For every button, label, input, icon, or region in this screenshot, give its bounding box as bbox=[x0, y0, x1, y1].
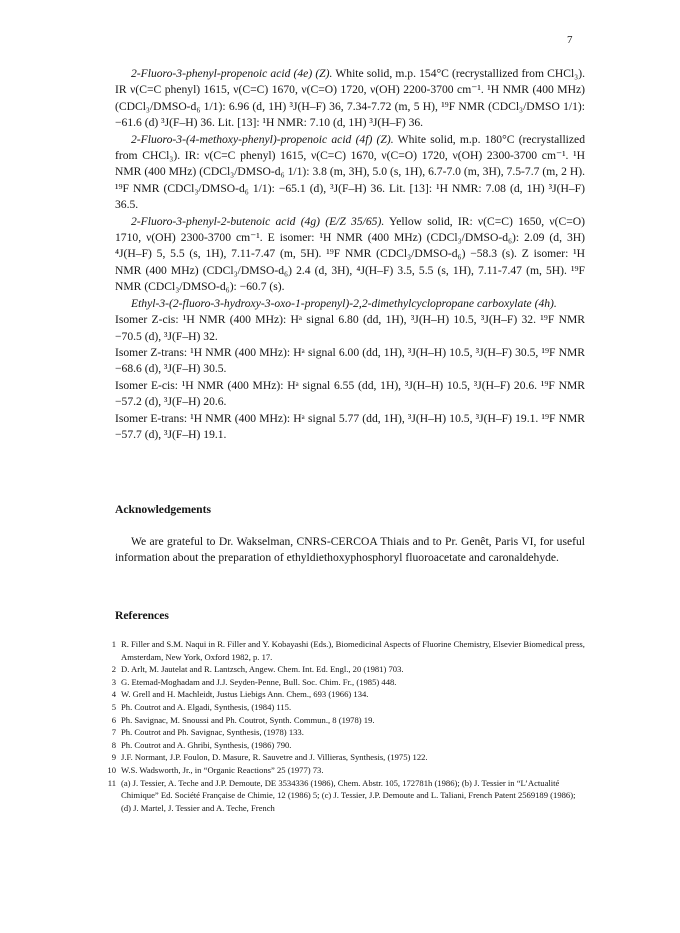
reference-item bbox=[100, 726, 586, 739]
reference-number: 2 bbox=[111, 664, 116, 675]
compound-4e-paragraph bbox=[115, 66, 585, 132]
reference-number: 4 bbox=[111, 689, 116, 700]
reference-number: 1 bbox=[111, 639, 116, 649]
reference-item bbox=[100, 739, 586, 752]
reference-item bbox=[100, 676, 586, 689]
reference-text: Ph. Coutrot and A. Elgadi, Synthesis, (1984) 115. bbox=[121, 701, 292, 712]
compound-4h-name: Ethyl-3-(2-fluoro-3-hydroxy-3-oxo-1-propenyl)-2,2-dimethylcyclopropane carboxylate (4h). bbox=[131, 296, 557, 310]
reference-item bbox=[100, 764, 586, 777]
references-list bbox=[100, 638, 586, 814]
reference-text: Ph. Savignac, M. Snoussi and Ph. Coutrot, Synth. Commun., 8 (1978) 19. bbox=[121, 714, 375, 725]
isomer-e-trans bbox=[115, 411, 585, 444]
compound-4e-name: 2-Fluoro-3-phenyl-propenoic acid (4e) (Z). bbox=[131, 67, 333, 80]
compound-4g-paragraph bbox=[115, 214, 585, 296]
isomer-data: ¹H NMR (400 MHz): Hᵃ signal 5.77 (dd, 1H), ³J(H–H) 10.5, ³J(H–F) 19.1. ¹⁹F NMR −57.7 (d), ³J(F–H) 19.1. bbox=[115, 411, 585, 441]
reference-text: J.F. Normant, J.P. Foulon, D. Masure, R. Sauvetre and J. Villieras, Synthesis, (1975) 122. bbox=[121, 752, 428, 763]
reference-item bbox=[100, 688, 586, 701]
isomer-label: Isomer Z-trans: bbox=[115, 345, 188, 359]
experimental-section bbox=[115, 66, 585, 443]
isomer-data: ¹H NMR (400 MHz): Hᵃ signal 6.00 (dd, 1H), ³J(H–H) 10.5, ³J(H–F) 30.5, ¹⁹F NMR −68.6 (d), ³J(F–H) 30.5. bbox=[115, 345, 585, 376]
reference-text: G. Etemad-Moghadam and J.J. Seyden-Penne, Bull. Soc. Chim. Fr., (1985) 448. bbox=[121, 676, 397, 687]
acknowledgements-text: We are grateful to Dr. Wakselman, CNRS-CERCOA Thiais and to Pr. Genêt, Paris VI, for useful information about the preparation of ethyldiethoxyphosphoryl fluoroacetate and caronaldehyde. bbox=[115, 535, 585, 565]
reference-text: Ph. Coutrot and Ph. Savignac, Synthesis, (1978) 133. bbox=[121, 727, 304, 738]
compound-4f-name: 2-Fluoro-3-(4-methoxy-phenyl)-propenoic acid (4f) (Z). bbox=[131, 132, 394, 146]
reference-text: W.S. Wadsworth, Jr., in “Organic Reactions” 25 (1977) 73. bbox=[121, 764, 324, 775]
reference-item bbox=[100, 701, 586, 714]
reference-number: 3 bbox=[111, 676, 116, 687]
reference-item bbox=[100, 751, 586, 764]
references-heading-block bbox=[115, 609, 585, 622]
compound-4g-data: Yellow solid, IR: ν(C=C) 1650, ν(C=O) 1710, ν(OH) 2300-3700 cm⁻¹. E isomer: ¹H NMR (400 MHz) (CDCl₃/DMSO-d₆): 2.09 (d, 3H) ⁴J(H–F) 5, 5.5 (s, 1H), 7.11-7.47 (m, 5H). ¹⁹F NMR (CDCl₃/DMSO-d₆) −58.3 (s). Z isomer: ¹H NMR (400 MHz) (CDCl₃/DMSO-d₆) 2.4 (d, 3H), ⁴J(H–F) 3.5, 5.5 (s, 1H), 7.11-7.47 (m, 5H). ¹⁹F NMR (CDCl₃/DMSO-d₆): −60.7 (s). bbox=[115, 214, 586, 294]
acknowledgements-heading: Acknowledgements bbox=[115, 503, 211, 516]
reference-item bbox=[100, 777, 586, 815]
reference-number: 6 bbox=[111, 714, 116, 725]
reference-text: D. Arlt, M. Jautelat and R. Lantzsch, Angew. Chem. Int. Ed. Engl., 20 (1981) 703. bbox=[121, 664, 404, 675]
acknowledgements-section bbox=[115, 503, 585, 567]
reference-number: 7 bbox=[111, 727, 116, 738]
compound-4f-data: White solid, m.p. 180°C (recrystallized from CHCl₃). IR: ν(C=C phenyl) 1615, ν(C=C) 1670, ν(C=O) 1720, ν(OH) 2300-3700 cm⁻¹. ¹H NMR (400 MHz) (CDCl₃/DMSO-d₆ 1/1): 3.8 (m, 3H), 5.0 (s, 1H), 6.7-7.0 (m, 3H), 7.5-7.7 (m, 2 H). ¹⁹F NMR (CDCl₃/DMSO-d₆ 1/1): −65.1 (d), ³J(F–H) 36. Lit. [13]: ¹H NMR: 7.08 (d, 1H) ³J(H–F) 36.5. bbox=[115, 132, 585, 212]
isomer-label: Isomer E-cis: bbox=[115, 378, 178, 392]
isomer-label: Isomer Z-cis: bbox=[115, 313, 179, 327]
isomer-z-trans bbox=[115, 345, 585, 378]
compound-4g-name: 2-Fluoro-3-phenyl-2-butenoic acid (4g) (E/Z 35/65). bbox=[131, 214, 385, 228]
isomer-z-cis bbox=[115, 312, 585, 345]
isomer-label: Isomer E-trans: bbox=[115, 411, 188, 425]
isomer-data: ¹H NMR (400 MHz): Hᵃ signal 6.80 (dd, 1H), ³J(H–H) 10.5, ³J(H–F) 32. ¹⁹F NMR −70.5 (d), ³J(F–H) 32. bbox=[115, 313, 585, 343]
isomer-e-cis bbox=[115, 378, 585, 411]
reference-text: (a) J. Tessier, A. Teche and J.P. Demoute, DE 3534336 (1986), Chem. Abstr. 105, 172781h (1986); (b) J. Tessier in “L’Actualité Chimique” Ed. Société Française de Chimie, 12 (1986) 5; (c) J. Tessier, J.P. Demoute and L. Taliani, French Patent 2569189 (1986); (d) J. Martel, J. Tessier and A. Teche, French bbox=[121, 777, 576, 813]
reference-item bbox=[100, 663, 586, 676]
page-number: 7 bbox=[567, 34, 573, 46]
reference-number: 11 bbox=[107, 777, 116, 788]
reference-number: 9 bbox=[111, 752, 116, 763]
reference-text: R. Filler and S.M. Naqui in R. Filler and Y. Kobayashi (Eds.), Biomedicinal Aspects of Fluorine Chemistry, Elsevier Biomedical press, Amsterdam, New York, Oxford 1982, p. 17. bbox=[121, 639, 585, 662]
references-heading: References bbox=[115, 609, 169, 622]
reference-item bbox=[100, 638, 586, 663]
compound-4f-paragraph bbox=[115, 132, 585, 214]
reference-number: 8 bbox=[111, 739, 116, 750]
compound-4e-data: White solid, m.p. 154°C (recrystallized from CHCl₃). IR ν(C=C phenyl) 1615, ν(C=C) 1670, ν(C=O) 1720, ν(OH) 2200-3700 cm⁻¹. ¹H NMR (400 MHz) (CDCl₃/DMSO-d₆ 1/1): 6.96 (d, 1H) ³J(H–F) 36, 7.34-7.72 (m, 5 H), ¹⁹F NMR (CDCl₃/DMSO 1/1): −61.6 (d) ³J(F–H) 36. Lit. [13]: ¹H NMR: 7.10 (d, 1H) ³J(H–F) 36. bbox=[115, 67, 585, 130]
isomer-data: ¹H NMR (400 MHz): Hᵃ signal 6.55 (dd, 1H), ³J(H–H) 10.5, ³J(H–F) 20.6. ¹⁹F NMR −57.2 (d), ³J(F–H) 20.6. bbox=[115, 378, 585, 409]
reference-number: 5 bbox=[111, 701, 116, 712]
reference-text: Ph. Coutrot and A. Ghribi, Synthesis, (1986) 790. bbox=[121, 739, 292, 750]
reference-text: W. Grell and H. Machleidt, Justus Liebigs Ann. Chem., 693 (1966) 134. bbox=[121, 689, 369, 700]
reference-number: 10 bbox=[107, 764, 116, 775]
reference-item bbox=[100, 714, 586, 727]
